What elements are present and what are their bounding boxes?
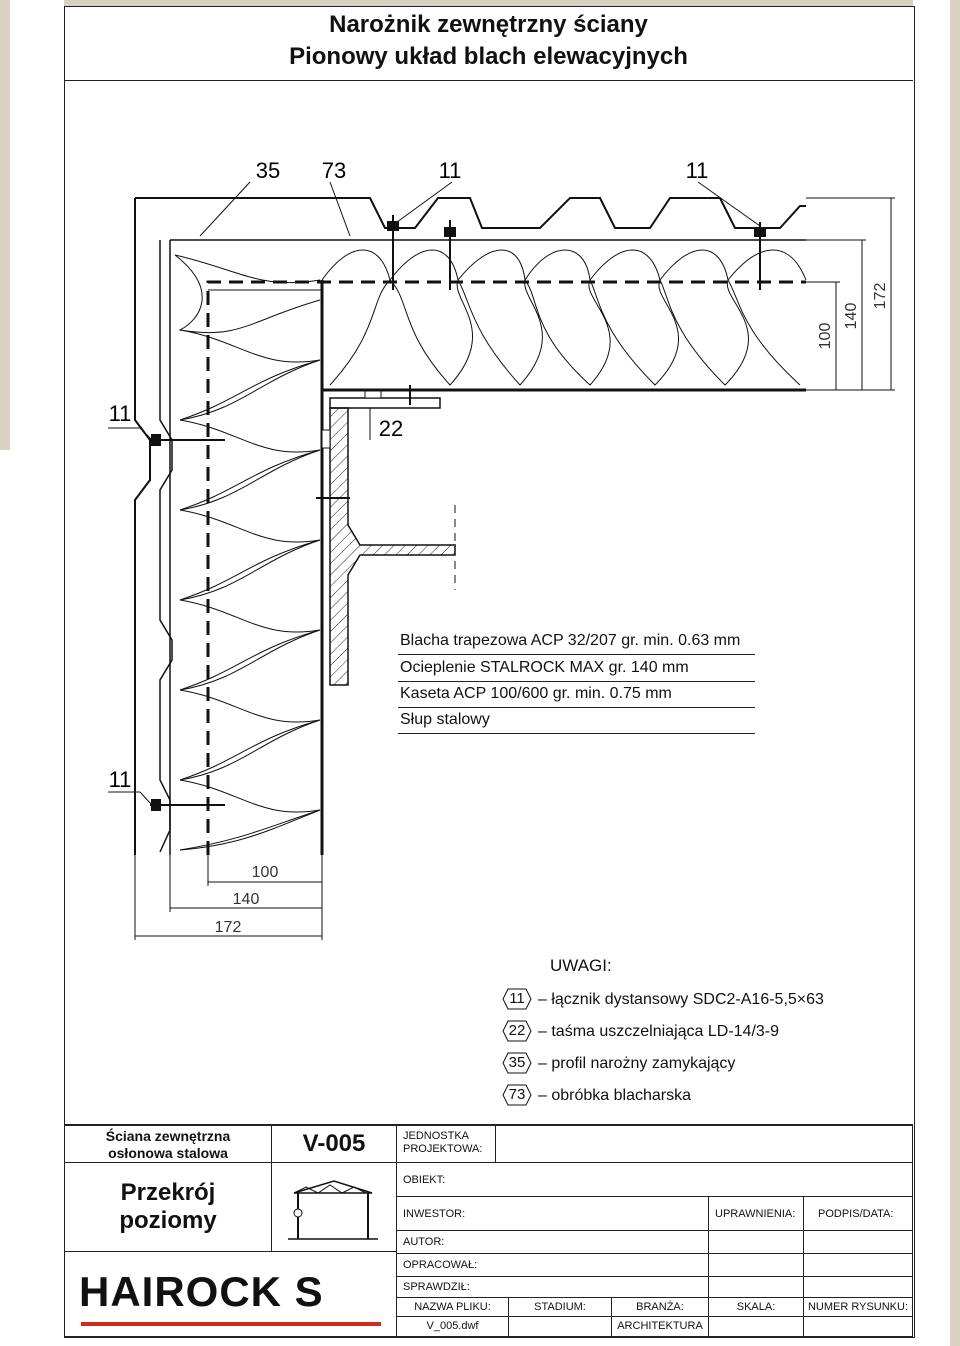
drawing-code: V-005: [271, 1125, 397, 1163]
callout-35: 35: [255, 158, 281, 183]
legend-layer-4: Słup stalowy: [398, 707, 755, 734]
hex-badge: 22: [502, 1020, 532, 1042]
nazwa-pliku-label: NAZWA PLIKU:: [396, 1297, 509, 1317]
callout-11-left-b: 11: [108, 767, 132, 792]
podpis-label: PODPIS/DATA:: [818, 1208, 894, 1220]
hex-badge: 73: [502, 1084, 532, 1106]
trapezoid-sheet-top: [135, 198, 806, 228]
branza-label: BRANŻA:: [611, 1297, 709, 1317]
title-line-2: Pionowy układ blach elewacyjnych: [289, 43, 688, 70]
hex-badge: 35: [502, 1052, 532, 1074]
branza-value: ARCHITEKTURA: [611, 1316, 709, 1337]
dim-bottom-140: 140: [232, 891, 260, 908]
hex-badge: 11: [502, 988, 532, 1010]
callout-22: 22: [378, 416, 404, 441]
autor-label: AUTOR:: [403, 1236, 445, 1248]
opracowal-label: OPRACOWAŁ:: [403, 1259, 478, 1271]
section-type: Przekrój poziomy: [64, 1162, 272, 1252]
callout-11-top-a: 11: [438, 158, 462, 183]
stadium-value: [508, 1316, 612, 1337]
skala-label: SKALA:: [708, 1297, 804, 1317]
nazwa-pliku-value: V_005.dwf: [396, 1316, 509, 1337]
jednostka-label: JEDNOSTKA PROJEKTOWA:: [403, 1130, 483, 1155]
cassette-dashed: [208, 282, 806, 855]
insulation-left: [175, 255, 320, 850]
stadium-label: STADIUM:: [508, 1297, 612, 1317]
dim-right-100: 100: [817, 322, 834, 350]
obiekt-label: OBIEKT:: [403, 1174, 446, 1186]
skala-value: [708, 1316, 804, 1337]
dim-right-172: 172: [872, 282, 889, 310]
callout-11-top-b: 11: [685, 158, 709, 183]
jednostka-value: [495, 1125, 913, 1163]
corner-profile: [135, 198, 150, 855]
wall-type: Ściana zewnętrzna osłonowa stalowa: [64, 1125, 272, 1163]
dim-bottom-172: 172: [214, 919, 242, 936]
building-icon: [271, 1162, 397, 1252]
legend-layer-2: Ocieplenie STALROCK MAX gr. 140 mm: [398, 655, 755, 682]
legend-layer-1: Blacha trapezowa ACP 32/207 gr. min. 0.63 mm: [398, 628, 755, 655]
legend-layer-3: Kaseta ACP 100/600 gr. min. 0.75 mm: [398, 681, 755, 708]
inwestor-label: INWESTOR:: [403, 1208, 466, 1220]
insulation-top: [322, 250, 806, 385]
title-block: [64, 1124, 913, 1337]
callout-73: 73: [321, 158, 347, 183]
numer-label: NUMER RYSUNKU:: [803, 1297, 913, 1317]
numer-value: [803, 1316, 913, 1337]
sprawdzil-label: SPRAWDZIŁ:: [403, 1281, 470, 1293]
notes-heading: UWAGI:: [550, 956, 612, 975]
title-line-1: Narożnik zewnętrzny ściany: [329, 11, 648, 38]
dim-bottom-100: 100: [251, 864, 279, 881]
dim-right-140: 140: [843, 302, 860, 330]
callout-11-left-a: 11: [108, 401, 132, 426]
uprawnienia-label: UPRAWNIENIA:: [715, 1208, 796, 1220]
brand-logo: HAIROCK S: [64, 1251, 397, 1337]
